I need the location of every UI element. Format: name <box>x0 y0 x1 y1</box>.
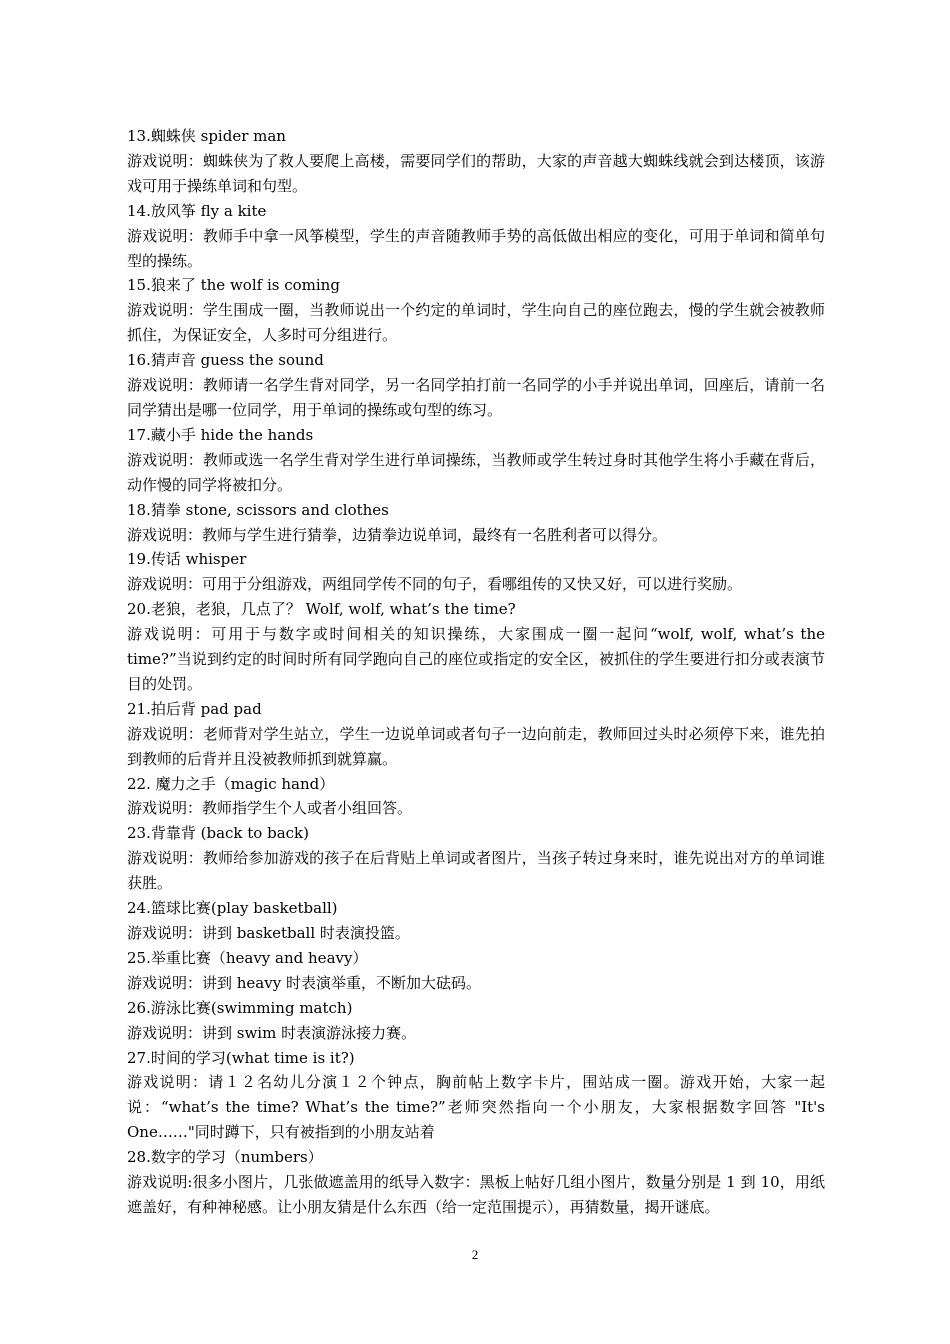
game-title: 22. 魔力之手（magic hand） <box>127 774 335 793</box>
game-description: 游戏说明:很多小图片，几张做遮盖用的纸导入数字：黑板上帖好几组小图片，数量分别是 1 到 10，用纸遮盖好，有种神秘感。让小朋友猜是什么东西（给一定范围提示），再猜数量，揭开谜底。 <box>127 1173 825 1216</box>
game-description: 游戏说明：教师请一名学生背对同学，另一名同学拍打前一名同学的小手并说出单词，回座后，请前一名同学猜出是哪一位同学，用于单词的操练或句型的练习。 <box>127 376 825 419</box>
game-description: 游戏说明：讲到 swim 时表演游泳接力赛。 <box>127 1023 417 1042</box>
game-title: 14.放风筝 fly a kite <box>127 201 267 220</box>
game-title: 25.举重比赛（heavy and heavy） <box>127 948 368 967</box>
game-description: 游戏说明：教师手中拿一风筝模型，学生的声音随教师手势的高低做出相应的变化，可用于单词和简单句型的操练。 <box>127 226 825 270</box>
game-entry <box>127 946 825 996</box>
game-entry <box>127 697 825 772</box>
game-list <box>127 124 825 1220</box>
game-entry <box>127 273 825 348</box>
game-entry <box>127 896 825 946</box>
game-description: 游戏说明：可用于与数字或时间相关的知识操练，大家围成一圈一起问“wolf, wolf, what’s the time?”当说到约定的时间时所有同学跑向自己的座位或指定的安全区，被抓住的学生要进行扣分或表演节目的处罚。 <box>127 625 825 693</box>
game-entry <box>127 821 825 896</box>
game-title: 27.时间的学习(what time is it?) <box>127 1048 355 1067</box>
game-title: 19.传话 whisper <box>127 550 247 569</box>
page-number: 2 <box>471 1247 479 1262</box>
game-description: 游戏说明：讲到 basketball 时表演投篮。 <box>127 924 410 942</box>
game-entry <box>127 124 825 199</box>
game-description: 游戏说明：可用于分组游戏，两组同学传不同的句子，看哪组传的又快又好，可以进行奖励。 <box>127 575 743 594</box>
game-title: 23.背靠背 (back to back) <box>127 824 309 843</box>
game-title: 13.蜘蛛侠 spider man <box>127 127 286 145</box>
game-title: 21.拍后背 pad pad <box>127 699 262 718</box>
game-description: 游戏说明：老师背对学生站立，学生一边说单词或者句子一边向前走，教师回过头时必须停下来，谁先拍到教师的后背并且没被教师抓到就算赢。 <box>127 724 825 768</box>
game-entry <box>127 597 825 697</box>
game-description: 游戏说明：教师指学生个人或者小组回答。 <box>127 799 413 818</box>
game-title: 26.游泳比赛(swimming match) <box>127 998 353 1017</box>
game-title: 24.篮球比赛(play basketball) <box>127 899 338 918</box>
game-description: 游戏说明：教师或选一名学生背对学生进行单词操练，当教师或学生转过身时其他学生将小手藏在背后，动作慢的同学将被扣分。 <box>127 450 825 494</box>
game-title: 18.猜拳 stone, scissors and clothes <box>127 500 389 519</box>
game-description: 游戏说明：蜘蛛侠为了救人要爬上高楼，需要同学们的帮助，大家的声音越大蜘蛛线就会到达楼顶，该游戏可用于操练单词和句型。 <box>127 151 825 195</box>
game-entry <box>127 498 825 548</box>
game-entry <box>127 199 825 274</box>
game-entry <box>127 547 825 597</box>
game-title: 15.狼来了 the wolf is coming <box>127 276 340 295</box>
game-entry <box>127 423 825 498</box>
game-entry <box>127 772 825 822</box>
game-description: 游戏说明：教师给参加游戏的孩子在后背贴上单词或者图片，当孩子转过身来时，谁先说出对方的单词谁获胜。 <box>127 849 825 893</box>
game-description: 游戏说明：请１２名幼儿分演１２个钟点，胸前帖上数字卡片，围站成一圈。游戏开始，大家一起说：“what’s the time? What’s the time?”老师突然指向一个小朋友，大家根据数字回答 "It's One……"同时蹲下，只有被指到的小朋友站着 <box>127 1073 825 1142</box>
game-entry <box>127 1046 825 1146</box>
game-entry <box>127 1145 825 1220</box>
game-title: 16.猜声音 guess the sound <box>127 351 324 370</box>
game-entry <box>127 996 825 1046</box>
game-title: 28.数字的学习（numbers） <box>127 1148 323 1167</box>
game-description: 游戏说明：教师与学生进行猜拳，边猜拳边说单词，最终有一名胜利者可以得分。 <box>127 525 668 544</box>
game-entry <box>127 348 825 423</box>
game-title: 17.藏小手 hide the hands <box>127 425 314 444</box>
game-description: 游戏说明：讲到 heavy 时表演举重，不断加大砝码。 <box>127 973 481 992</box>
game-title: 20.老狼，老狼，几点了？ Wolf, wolf, what’s the time? <box>127 600 516 619</box>
game-description: 游戏说明：学生围成一圈，当教师说出一个约定的单词时，学生向自己的座位跑去，慢的学生就会被教师抓住，为保证安全，人多时可分组进行。 <box>127 301 825 345</box>
